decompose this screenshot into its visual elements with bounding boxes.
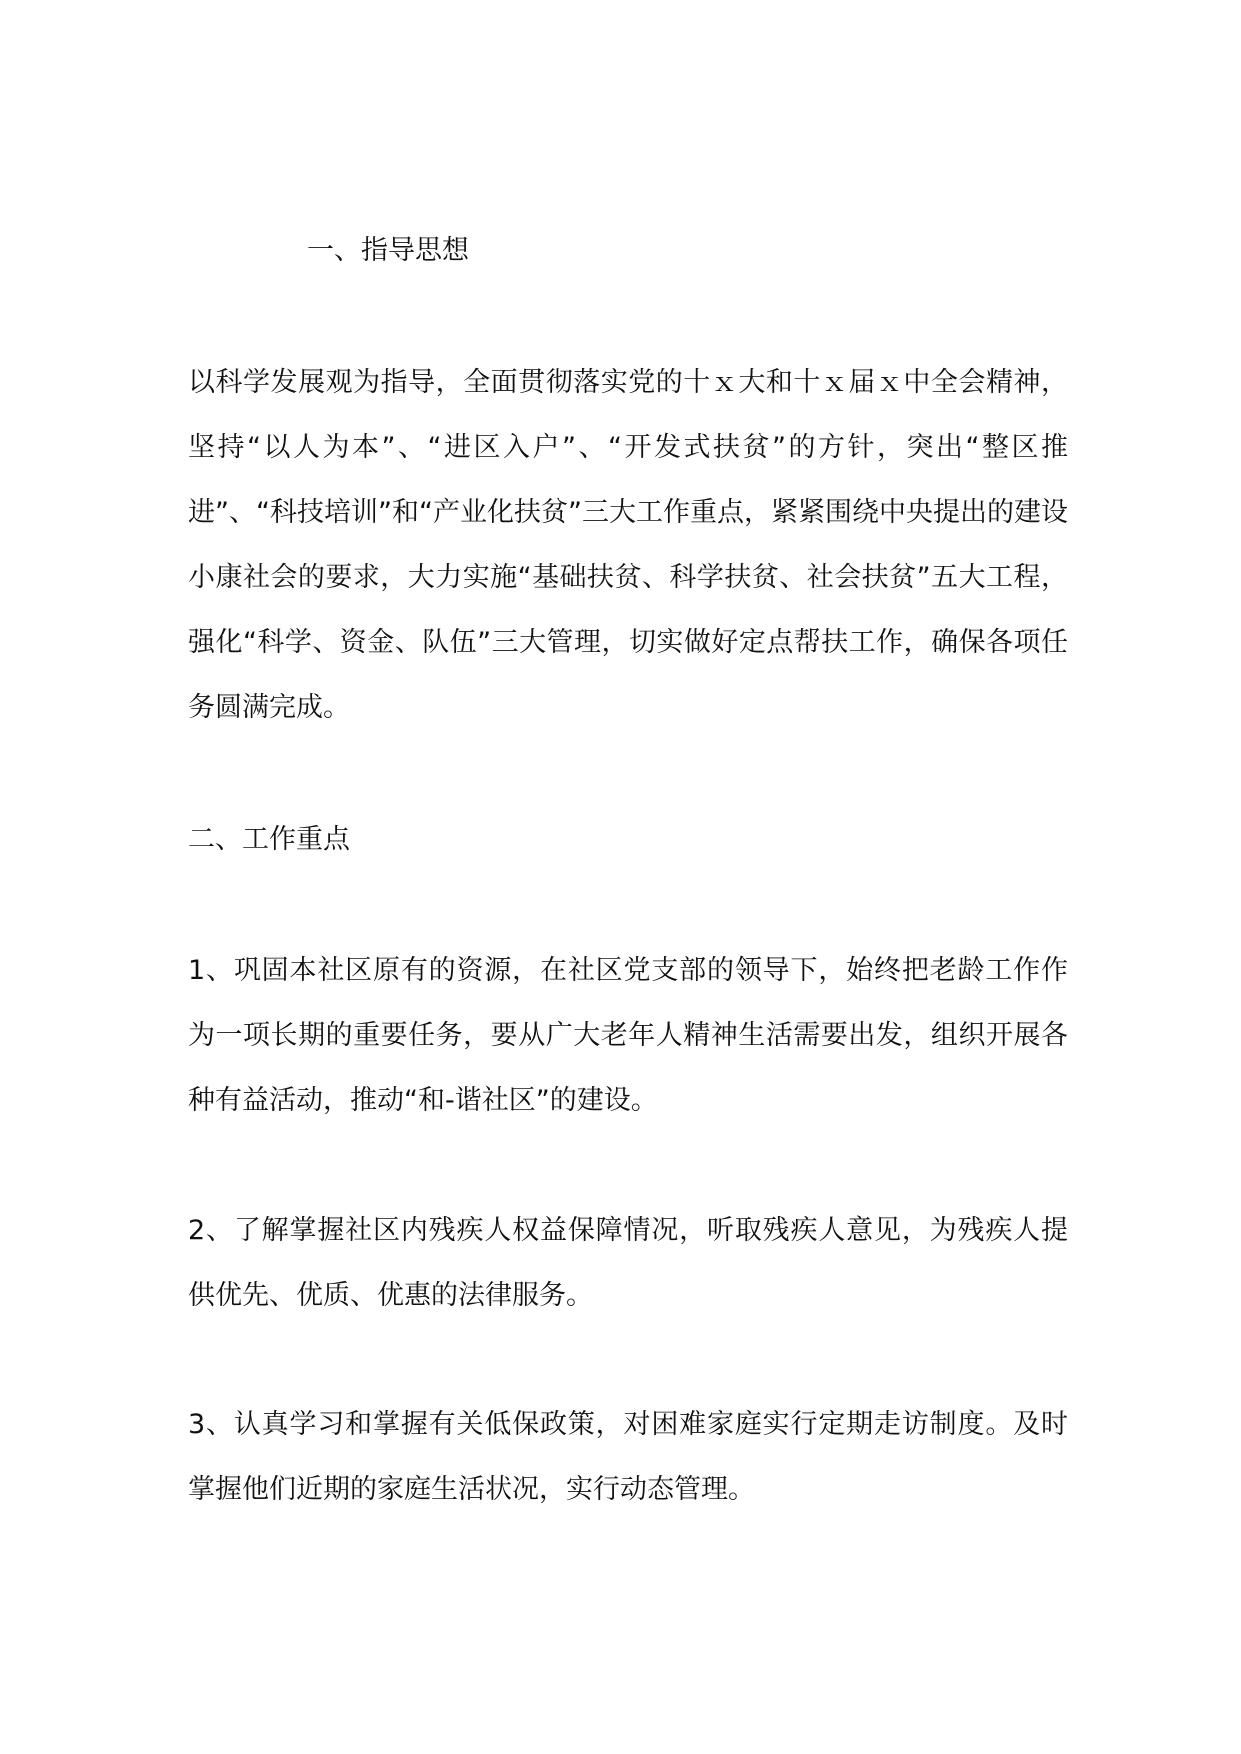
paragraph-guiding-ideology: 以科学发展观为指导，全面贯彻落实党的十ｘ大和十ｘ届ｘ中全会精神，坚持“以人为本”、“进区入户”、“开发式扶贫”的方针，突出“整区推进”、“科技培训”和“产业化扶贫”三大工作重点，紧紧围绕中央提出的建设小康社会的要求，大力实施“基础扶贫、科学扶贫、社会扶贫”五大工程，强化“科学、资金、队伍”三大管理，切实做好定点帮扶工作，确保各项任务圆满完成。 [188, 367, 1068, 723]
list-item-3: 3、认真学习和掌握有关低保政策，对困难家庭实行定期走访制度。及时掌握他们近期的家庭生活状况，实行动态管理。 [188, 1409, 1068, 1505]
list-item-1: 1、巩固本社区原有的资源，在社区党支部的领导下，始终把老龄工作作为一项长期的重要任务，要从广大老年人精神生活需要出发，组织开展各种有益活动，推动“和-谐社区”的建设。 [188, 955, 1068, 1116]
section-heading-guiding-ideology: 一、指导思想 [307, 235, 469, 266]
section-heading-work-focus: 二、工作重点 [188, 824, 350, 855]
list-item-2: 2、了解掌握社区内残疾人权益保障情况，听取残疾人意见，为残疾人提供优先、优质、优惠的法律服务。 [188, 1215, 1068, 1311]
